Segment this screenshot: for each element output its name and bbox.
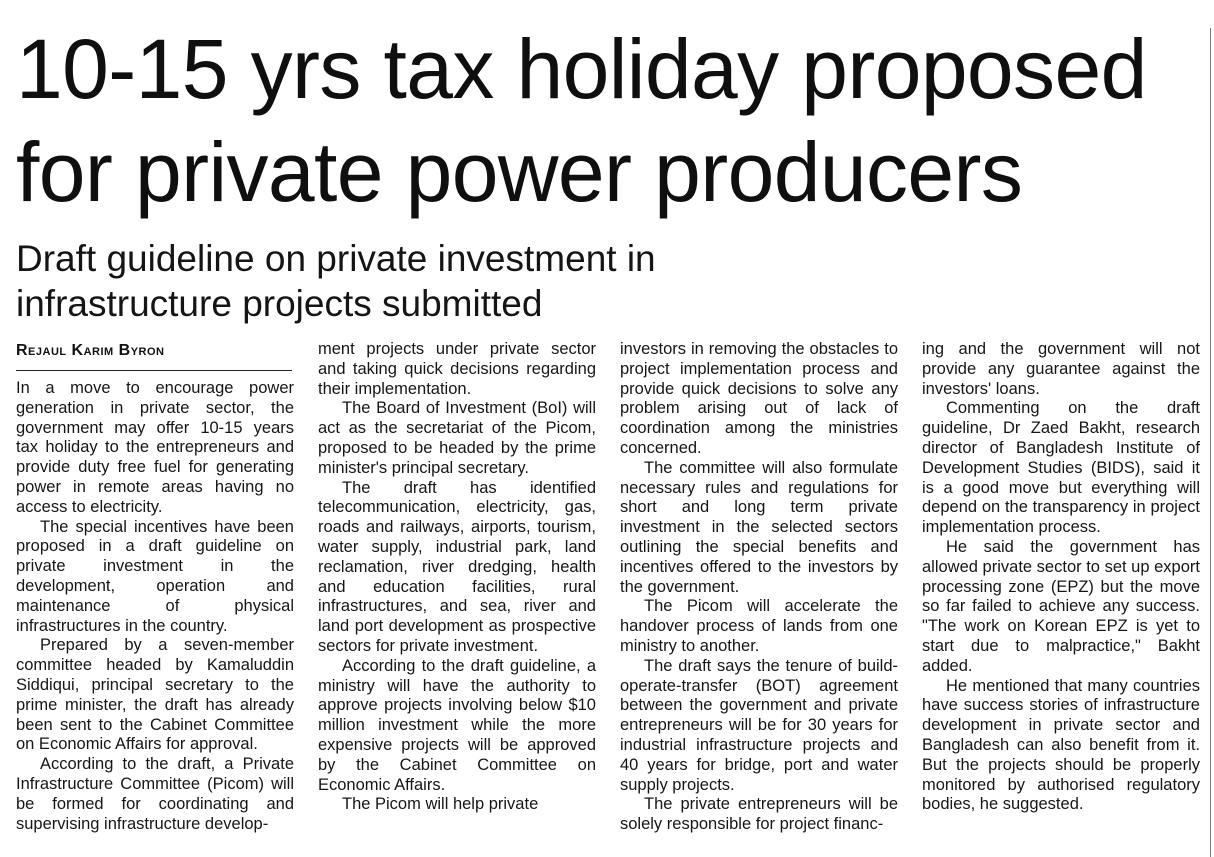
paragraph: investors in removing the obstacles to project implementation process and provide quick decisions to solve any problem arising out of lack of coordination among the ministries concerned. — [620, 340, 898, 457]
article-column-4 — [922, 340, 1200, 815]
byline: Rejaul Karim Byron — [16, 342, 165, 359]
paragraph: The Picom will help private — [342, 795, 539, 814]
headline-line: 10-15 yrs tax holiday proposed — [16, 22, 1147, 116]
paragraph: The draft says the tenure of build-operate-transfer (BOT) agreement between the government and private entrepreneurs will be for 30 years for industrial infrastructure projects and 40 years for bridge, port and water supply projects. — [620, 656, 898, 794]
paragraph: ing and the government will not provide any guarantee against the investors' loans. — [922, 340, 1200, 398]
paragraph: Commenting on the draft guideline, Dr Zaed Bakht, research director of Bangladesh Institute of Development Studies (BIDS), said it is a good move but everything will depend on the transparency in project implementation process. — [922, 399, 1200, 537]
article-column-2 — [318, 340, 596, 815]
paragraph: According to the draft, a Private Infrastructure Committee (Picom) will be formed for coordinating and supervising infrastructure develop- — [16, 755, 294, 833]
paragraph: ment projects under private sector and taking quick decisions regarding their implementation. — [318, 340, 596, 398]
paragraph: In a move to encourage power generation in private sector, the government may offer 10-15 years tax holiday to the entrepreneurs and provide duty free fuel for generating power in remote areas having no access to electricity. — [16, 379, 294, 516]
paragraph: The Picom will accelerate the handover process of lands from one ministry to another. — [620, 597, 898, 655]
paragraph: The draft has identified telecommunication, electricity, gas, roads and railways, airports, tourism, water supply, industrial park, land reclamation, river dredging, health and education facilities, rural infrastructures, and sea, river and land port development as prospective sectors for private investment. — [318, 478, 596, 655]
headline — [16, 18, 1211, 224]
paragraph: According to the draft guideline, a ministry will have the authority to approve projects involving below $10 million investment while the more expensive projects will be approved by the Cabinet Committee on Economic Affairs. — [318, 656, 596, 794]
paragraph: The Board of Investment (BoI) will act as the secretariat of the Picom, proposed to be headed by the prime minister's principal secretary. — [318, 399, 596, 477]
paragraph: The special incentives have been proposed in a draft guideline on private investment in the development, operation and maintenance of physical infrastructures in the country. — [16, 517, 294, 635]
subheadline — [16, 236, 1206, 326]
paragraph: He mentioned that many countries have success stories of infrastructure development in private sector and Bangladesh can also benefit from it. But the projects should be properly monitored by authorised regulatory bodies, he suggested. — [922, 676, 1200, 814]
subheadline-line: infrastructure projects submitted — [16, 283, 543, 324]
paragraph: The committee will also formulate necessary rules and regulations for short and long term private investment in the selected sectors outlining the special benefits and incentives offered to the investors by the government. — [620, 458, 898, 596]
paragraph: The private entrepreneurs will be solely responsible for project financ- — [620, 795, 898, 834]
headline-line: for private power producers — [16, 125, 1023, 219]
byline-divider — [16, 370, 292, 371]
paragraph: Prepared by a seven-member committee headed by Kamaluddin Siddiqui, principal secretary to the prime minister, the draft has already been sent to the Cabinet Committee on Economic Affairs for approval. — [16, 636, 294, 754]
article-column-1 — [16, 379, 294, 834]
subheadline-line: Draft guideline on private investment in — [16, 238, 656, 279]
paragraph: He said the government has allowed private sector to set up export processing zone (EPZ) but the move so far failed to achieve any success. "The work on Korean EPZ is yet to start due to malpractice," Bakht added. — [922, 537, 1200, 675]
article-column-3 — [620, 340, 898, 835]
